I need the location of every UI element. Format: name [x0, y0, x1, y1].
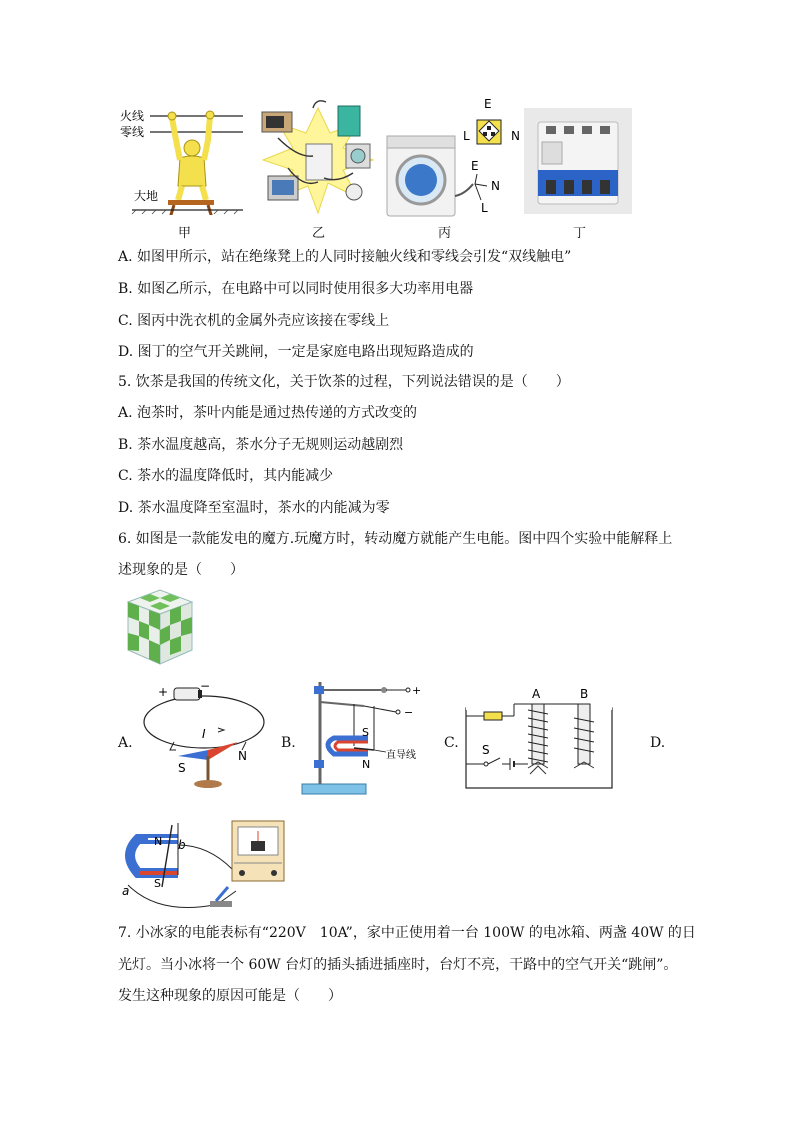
figure-yi — [258, 98, 378, 216]
q7-line3: 发生这种现象的原因可能是（ ） — [118, 988, 342, 1004]
generator-n-label: N — [154, 835, 163, 848]
q6-option-d-label: D. — [650, 735, 666, 751]
q4-option-b: B. 如图乙所示，在电路中可以同时使用很多大功率用电器 — [118, 281, 474, 297]
generator-s-label: S — [154, 877, 161, 890]
q4-option-c: C. 图丙中洗衣机的金属外壳应该接在零线上 — [118, 313, 390, 329]
q4-option-a: A. 如图甲所示，站在绝缘凳上的人同时接触火线和零线会引发“双线触电” — [118, 249, 572, 265]
switch-s-label: S — [482, 743, 490, 757]
terminal-plus: + — [412, 684, 422, 697]
figure-jia — [118, 100, 248, 215]
figure-ding — [524, 108, 632, 214]
q6-option-c-label: C. — [444, 735, 459, 751]
battery-plus: + — [158, 685, 169, 699]
q6-figure-a — [138, 680, 266, 795]
q6-figure-b — [298, 680, 430, 798]
socket-l-label: L — [463, 129, 470, 143]
rubik-cube-image — [118, 588, 198, 666]
q7-line2: 光灯。当小冰将一个 60W 台灯的插头插进插座时，台灯不亮，干路中的空气开关“跳闸”。 — [118, 957, 678, 973]
q4-option-d: D. 图丁的空气开关跳闸，一定是家庭电路出现短路造成的 — [118, 344, 474, 360]
caption-jia: 甲 — [178, 226, 192, 241]
straight-wire-label: 直导线 — [386, 750, 416, 761]
q6-figure-d — [118, 815, 288, 913]
q6-option-a-label: A. — [118, 735, 133, 751]
compass-n-label: N — [238, 749, 247, 763]
q6-stem-line2: 述现象的是（ ） — [118, 562, 244, 578]
current-label: I — [202, 727, 206, 741]
figure-bing — [385, 96, 520, 218]
electromagnet-b-label: B — [580, 688, 589, 701]
neutral-wire-label: 零线 — [120, 125, 145, 139]
wire-b-label: b — [178, 838, 186, 852]
q6-figure-c — [464, 688, 614, 792]
magnet-n-label: N — [362, 758, 371, 771]
caption-bing: 丙 — [438, 226, 452, 241]
plug-n-label: N — [491, 179, 500, 193]
wire-a-label: a — [122, 884, 130, 898]
q5-option-c: C. 茶水的温度降低时，其内能减少 — [118, 468, 334, 484]
q5-option-a: A. 泡茶时，茶叶内能是通过热传递的方式改变的 — [118, 405, 418, 421]
magnet-s-label: S — [362, 726, 369, 739]
caption-ding: 丁 — [573, 226, 587, 241]
caption-yi: 乙 — [312, 226, 326, 241]
plug-l-label: L — [481, 201, 488, 215]
ground-label: 大地 — [134, 189, 159, 203]
battery-minus: − — [200, 680, 211, 693]
terminal-minus: − — [404, 706, 414, 719]
q5-option-d: D. 茶水温度降至室温时，茶水的内能减为零 — [118, 500, 390, 516]
q5-stem: 5. 饮茶是我国的传统文化，关于饮茶的过程，下列说法错误的是（ ） — [118, 374, 570, 390]
live-wire-label: 火线 — [120, 109, 145, 123]
plug-e-label: E — [471, 159, 479, 173]
q5-option-b: B. 茶水温度越高，茶水分子无规则运动越剧烈 — [118, 437, 404, 453]
electromagnet-a-label: A — [532, 688, 541, 701]
q6-option-b-label: B. — [281, 735, 296, 751]
q7-line1: 7. 小冰家的电能表标有“220V 10A”，家中正使用着一台 100W 的电冰箱、两盏 40W 的日 — [118, 925, 696, 941]
socket-n-label: N — [511, 129, 520, 143]
q6-stem-line1: 6. 如图是一款能发电的魔方.玩魔方时，转动魔方就能产生电能。图中四个实验中能解释上 — [118, 531, 673, 547]
socket-e-label: E — [484, 97, 492, 111]
compass-s-label: S — [178, 761, 186, 775]
